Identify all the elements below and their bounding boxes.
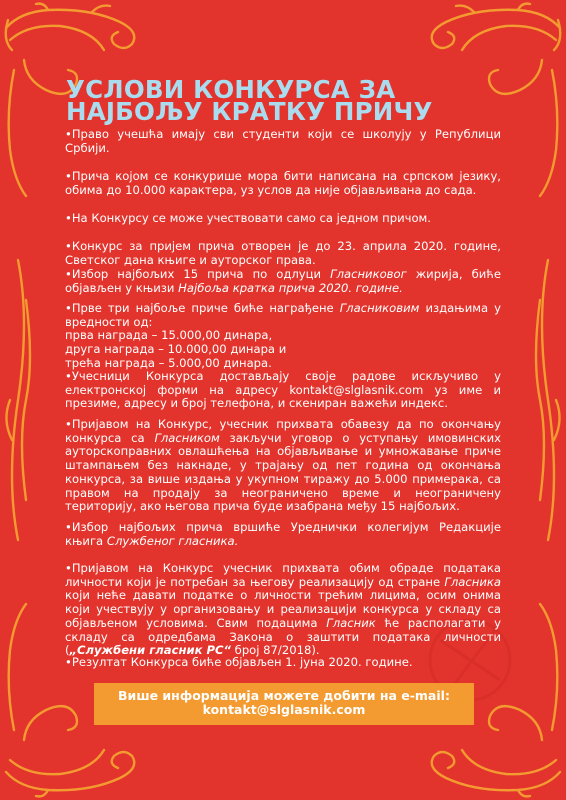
side-ornament-left xyxy=(6,260,30,540)
title-line-1: УСЛОВИ КОНКУРСА ЗА xyxy=(66,75,396,104)
rule-publication: •Избор најбољих 15 прича по одлуци Гласниковог жирија, биће објављен у књизи Најбоља кратка прича 2020. године. xyxy=(65,267,501,295)
prize-second: друга награда – 10.000,00 динара и xyxy=(65,342,287,357)
prize-first: прва награда – 15.000,00 динара, xyxy=(65,328,273,343)
rule-submission: •Учесници Конкурса достављају своје радове искључиво у електронској форми на адресу kontakt@slglasnik.com уз име и презиме, адресу и број телефона, и скениран важећи индекс. xyxy=(65,369,501,411)
rule-one-story: •На Конкурсу се може учествовати само са једном причом. xyxy=(65,211,431,225)
rule-data-privacy: •Пријавом на Конкурс учесник прихвата обим обраде података личности који је потребан за његову реализацију од стране Гласника који неће давати податке о личности трећим лицима, осим онима који учествују у организовању и реализацији конкурса у складу са објављеном условима. Свим подацима Гласник ће располагати у складу са одредбама Закона о заштити података личности („Службени гласник РС“ број 87/2018). xyxy=(65,561,501,658)
contact-email[interactable]: kontakt@slglasnik.com xyxy=(202,702,366,717)
page-title xyxy=(66,75,506,126)
rule-selection: •Избор најбољих прича вршиће Уреднички колегијум Редакције књига Службеног гласника. xyxy=(65,520,501,548)
title-line-2: НАЈБОЉУ КРАТКУ ПРИЧУ xyxy=(66,97,433,126)
info-label: Више информација можете добити на e-mail: xyxy=(118,688,450,703)
prize-third: трећа награда – 5.000,00 динара. xyxy=(65,355,272,370)
rule-prizes: •Прве три најбоље приче биће награђене Гласниковим издањима у вредности од: прва награда – 15.000,00 динара, друга награда – 10.000,00 динара и трећа награда – 5.000,00 динара. xyxy=(65,301,501,370)
rule-results: •Резултат Конкурса биће објављен 1. јуна 2020. године. xyxy=(65,655,413,669)
rule-deadline: •Конкурс за пријем прича отворен је до 23. априла 2020. године, Светског дана књиге и ауторског права. xyxy=(65,239,501,267)
info-contact-box xyxy=(94,683,474,725)
rule-eligibility: •Право учешћа имају сви студенти који се школују у Републици Србији. xyxy=(65,127,501,155)
rule-language: •Прича којом се конкурише мора бити написана на српском језику, обима до 10.000 карактера, уз услов да није објављивана до сада. xyxy=(65,169,501,197)
side-ornament-right xyxy=(536,260,560,540)
rule-rights: •Пријавом на Конкурс, учесник прихвата обавезу да по окончању конкурса са Гласником закључи уговор о уступању имовинских ауторскоправних овлашћења на објављивање и умножавање приче штампањем без накнаде, у трајању од пет година од окончања конкурса, за више издања у укупном тиражу до 5.000 примерака, са правом на продају за неограничено време и неограничену територију, ако његова прича буде изабрана међу 15 најбољих. xyxy=(65,417,501,514)
